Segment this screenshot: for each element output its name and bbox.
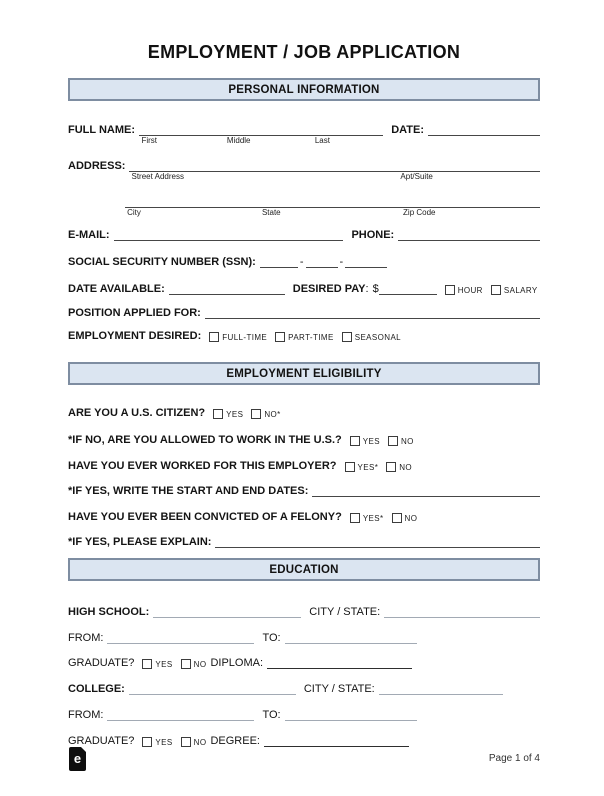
citizen-question-row: [68, 405, 540, 419]
allowed-no-label: NO: [401, 436, 414, 446]
start-end-dates-input-line[interactable]: [312, 484, 540, 497]
full-time-checkbox-label: FULL-TIME: [222, 332, 268, 342]
page-number: Page 1 of 4: [488, 753, 540, 764]
full-name-input-line[interactable]: [139, 123, 383, 145]
college-graduate-row: [68, 733, 540, 747]
citizen-yes-option[interactable]: [213, 409, 243, 419]
high-school-graduate-no-label: NO: [193, 659, 207, 669]
address-row-1-sublabels: [129, 172, 540, 182]
allowed-no-checkbox[interactable]: [388, 436, 398, 446]
felony-no-label: NO: [404, 513, 418, 523]
high-school-graduate-no-checkbox[interactable]: [181, 659, 191, 669]
employment-desired-label: EMPLOYMENT DESIRED:: [68, 330, 202, 342]
sublabel-street-address: Street Address: [131, 172, 184, 181]
felony-yes-checkbox[interactable]: [350, 513, 360, 523]
high-school-to-label: TO:: [262, 632, 281, 644]
citizen-no-option[interactable]: [251, 409, 280, 419]
employment-option-full-time[interactable]: [209, 332, 267, 342]
position-applied-input-line[interactable]: [205, 306, 540, 319]
allowed-to-work-question-row: [68, 432, 540, 446]
allowed-no-option[interactable]: [388, 436, 414, 446]
city-state-zip-input-line[interactable]: [125, 195, 540, 217]
worked-before-question-label: HAVE YOU EVER WORKED FOR THIS EMPLOYER?: [68, 460, 337, 472]
diploma-label: DIPLOMA:: [210, 657, 264, 669]
high-school-graduate-yes-option[interactable]: [142, 659, 172, 669]
college-graduate-no-label: NO: [193, 737, 207, 747]
full-name-sublabels: [139, 136, 383, 146]
college-graduate-no-checkbox[interactable]: [181, 737, 191, 747]
date-input-line[interactable]: [428, 123, 540, 136]
seasonal-checkbox[interactable]: [342, 332, 352, 342]
desired-pay-colon: :: [365, 283, 369, 295]
allowed-to-work-question-label: *IF NO, ARE YOU ALLOWED TO WORK IN THE U.S.?: [68, 434, 342, 446]
email-label: E-MAIL:: [68, 229, 110, 241]
address-row-2: [68, 194, 540, 217]
high-school-input-line[interactable]: [153, 605, 301, 618]
phone-label: PHONE:: [351, 229, 395, 241]
form-content: [68, 0, 540, 747]
high-school-to-input-line[interactable]: [285, 631, 417, 644]
start-end-dates-row: [68, 483, 540, 497]
seasonal-checkbox-label: SEASONAL: [354, 332, 402, 342]
start-end-dates-label: *IF YES, WRITE THE START AND END DATES:: [68, 485, 309, 497]
degree-label: DEGREE:: [210, 735, 260, 747]
college-label: COLLEGE:: [68, 683, 125, 695]
college-dates-row: [68, 707, 540, 721]
sublabel-zip-code: Zip Code: [403, 208, 436, 217]
full-name-label: FULL NAME:: [68, 124, 136, 136]
college-graduate-label: GRADUATE?: [68, 735, 135, 747]
felony-question-label: HAVE YOU EVER BEEN CONVICTED OF A FELONY?: [68, 511, 342, 523]
high-school-dates-row: [68, 630, 540, 644]
high-school-graduate-yes-checkbox[interactable]: [142, 659, 152, 669]
felony-explain-input-line[interactable]: [215, 535, 540, 548]
employment-desired-row: [68, 328, 540, 342]
degree-input-line[interactable]: [264, 734, 409, 747]
college-graduate-yes-option[interactable]: [142, 737, 172, 747]
street-address-input-line[interactable]: [129, 159, 540, 181]
page-title: EMPLOYMENT / JOB APPLICATION: [147, 42, 461, 62]
sublabel-state: State: [261, 208, 281, 217]
high-school-graduate-yes-label: YES: [155, 659, 173, 669]
felony-explain-label: *IF YES, PLEASE EXPLAIN:: [68, 536, 212, 548]
salary-checkbox-label: SALARY: [503, 285, 538, 295]
citizen-yes-label: YES: [226, 409, 244, 419]
high-school-graduate-label: GRADUATE?: [68, 657, 135, 669]
hour-checkbox-label: HOUR: [457, 285, 483, 295]
section-header-personal-information-label: PERSONAL INFORMATION: [228, 83, 380, 96]
employment-option-seasonal[interactable]: [342, 332, 401, 342]
allowed-yes-label: YES: [362, 436, 380, 446]
date-available-desired-pay-row: [68, 281, 540, 295]
email-input-line[interactable]: [114, 228, 344, 241]
section-header-education: [68, 558, 540, 581]
position-applied-label: POSITION APPLIED FOR:: [68, 307, 201, 319]
ssn-row: [68, 254, 540, 268]
college-graduate-yes-checkbox[interactable]: [142, 737, 152, 747]
high-school-city-state-input-line[interactable]: [384, 605, 540, 618]
felony-question-row: [68, 509, 540, 523]
desired-pay-label: DESIRED PAY: [292, 283, 366, 295]
pay-option-salary[interactable]: [491, 285, 538, 295]
college-to-label: TO:: [262, 709, 281, 721]
felony-explain-row: [68, 534, 540, 548]
high-school-graduate-row: [68, 655, 540, 669]
felony-yes-label: YES*: [362, 513, 384, 523]
worked-before-question-row: [68, 458, 540, 472]
citizen-question-label: ARE YOU A U.S. CITIZEN?: [68, 407, 206, 419]
worked-yes-label: YES*: [357, 462, 379, 472]
section-header-employment-eligibility: [68, 362, 540, 385]
college-graduate-no-option[interactable]: [181, 737, 207, 747]
full-name-row: [68, 122, 540, 145]
college-graduate-yes-label: YES: [155, 737, 173, 747]
phone-input-line[interactable]: [398, 228, 540, 241]
position-applied-row: [68, 305, 540, 319]
section-header-education-label: EDUCATION: [269, 563, 339, 576]
address-row-1: [68, 158, 540, 181]
ssn-part1-input-line[interactable]: [260, 255, 298, 268]
part-time-checkbox[interactable]: [275, 332, 285, 342]
date-available-label: DATE AVAILABLE:: [68, 283, 165, 295]
citizen-no-checkbox[interactable]: [251, 409, 261, 419]
ssn-part2-input-line[interactable]: [306, 255, 338, 268]
section-header-personal-information: [68, 78, 540, 101]
high-school-graduate-no-option[interactable]: [181, 659, 207, 669]
sublabel-middle: Middle: [226, 136, 251, 145]
high-school-from-input-line[interactable]: [107, 631, 254, 644]
part-time-checkbox-label: PART-TIME: [288, 332, 334, 342]
worked-no-label: NO: [399, 462, 413, 472]
hour-checkbox[interactable]: [445, 285, 455, 295]
citizen-no-label: NO*: [264, 409, 281, 419]
ssn-separator-1: -: [299, 256, 304, 268]
allowed-yes-checkbox[interactable]: [350, 436, 360, 446]
high-school-label: HIGH SCHOOL:: [68, 606, 150, 618]
felony-yes-option[interactable]: [350, 513, 384, 523]
worked-yes-checkbox[interactable]: [345, 462, 355, 472]
college-row: [68, 681, 540, 695]
desired-pay-input-line[interactable]: [379, 282, 437, 295]
citizen-yes-checkbox[interactable]: [213, 409, 223, 419]
pay-option-hour[interactable]: [445, 285, 483, 295]
worked-yes-option[interactable]: [345, 462, 379, 472]
full-time-checkbox[interactable]: [209, 332, 219, 342]
sublabel-apt-suite: Apt/Suite: [400, 172, 433, 181]
date-available-input-line[interactable]: [169, 282, 285, 295]
ssn-separator-2: -: [339, 256, 344, 268]
worked-no-option[interactable]: [386, 462, 412, 472]
ssn-label: SOCIAL SECURITY NUMBER (SSN):: [68, 256, 256, 268]
eforms-logo-icon: [69, 747, 86, 771]
currency-symbol: $: [372, 283, 379, 295]
section-header-employment-eligibility-label: EMPLOYMENT ELIGIBILITY: [226, 367, 382, 380]
sublabel-city: City: [127, 208, 141, 217]
allowed-yes-option[interactable]: [350, 436, 380, 446]
college-from-label: FROM:: [68, 709, 104, 721]
felony-no-option[interactable]: [392, 513, 418, 523]
salary-checkbox[interactable]: [491, 285, 501, 295]
ssn-part3-input-line[interactable]: [345, 255, 387, 268]
sublabel-first: First: [141, 136, 158, 145]
college-input-line[interactable]: [129, 682, 296, 695]
address-row-2-sublabels: [125, 208, 540, 218]
employment-option-part-time[interactable]: [275, 332, 334, 342]
felony-no-checkbox[interactable]: [392, 513, 402, 523]
eforms-logo-letter: e: [73, 751, 82, 766]
college-city-state-input-line[interactable]: [379, 682, 503, 695]
worked-no-checkbox[interactable]: [386, 462, 396, 472]
high-school-row: [68, 604, 540, 618]
address-label: ADDRESS:: [68, 160, 126, 172]
high-school-from-label: FROM:: [68, 632, 104, 644]
college-to-input-line[interactable]: [285, 708, 417, 721]
sublabel-last: Last: [314, 136, 330, 145]
college-city-state-label: CITY / STATE:: [303, 683, 375, 695]
date-label: DATE:: [391, 124, 424, 136]
diploma-input-line[interactable]: [267, 656, 412, 669]
high-school-city-state-label: CITY / STATE:: [309, 606, 381, 618]
email-phone-row: [68, 227, 540, 241]
college-from-input-line[interactable]: [107, 708, 254, 721]
